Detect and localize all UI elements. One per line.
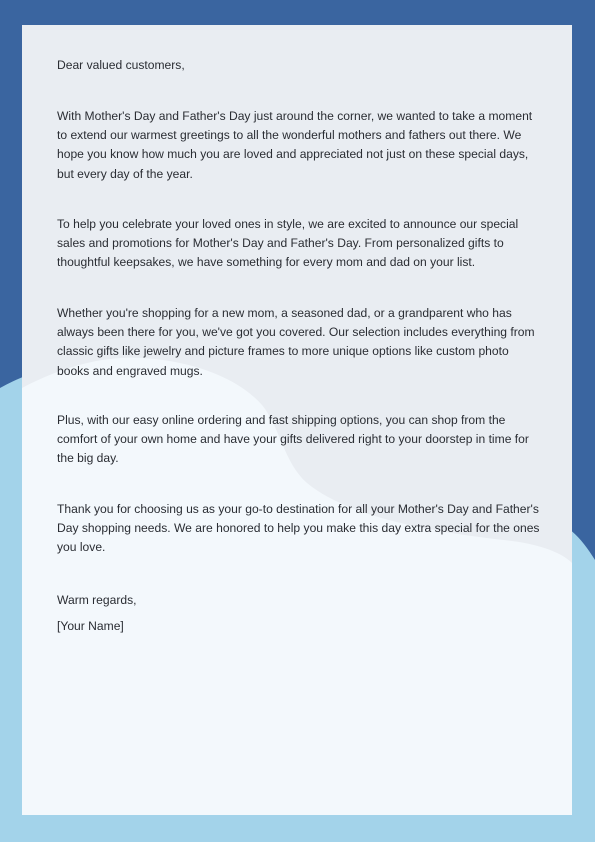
letter-signature: [Your Name] [57,619,124,633]
letter-paragraph-4: Plus, with our easy online ordering and fast shipping options, you can shop from the comfort of your own home and have your gifts delivered right to your doorstep in time for the big day. [57,413,529,466]
letter-paragraph-1: With Mother's Day and Father's Day just around the corner, we wanted to take a moment to extend our warmest greetings to all the wonderful mothers and fathers out there. We hope you know how much you are loved and appreciated not just on these special days, but every day of the year. [57,109,533,181]
letter-closing: Warm regards, [57,593,137,607]
letter-greeting: Dear valued customers, [57,58,185,72]
letter-sheet [22,25,572,815]
letter-paragraph-2: To help you celebrate your loved ones in style, we are excited to announce our special sales and promotions for Mother's Day and Father's Day. From personalized gifts to thoughtful keepsakes, we have something for every mom and dad on your list. [57,217,519,270]
letter-paragraph-5: Thank you for choosing us as your go-to destination for all your Mother's Day and Father's Day shopping needs. We are honored to help you make this day extra special for the ones you love. [57,502,540,555]
letter-paragraph-3: Whether you're shopping for a new mom, a seasoned dad, or a grandparent who has always been there for you, we've got you covered. Our selection includes everything from classic gifts like jewelry and picture frames to more unique options like custom photo books and engraved mugs. [57,306,535,378]
